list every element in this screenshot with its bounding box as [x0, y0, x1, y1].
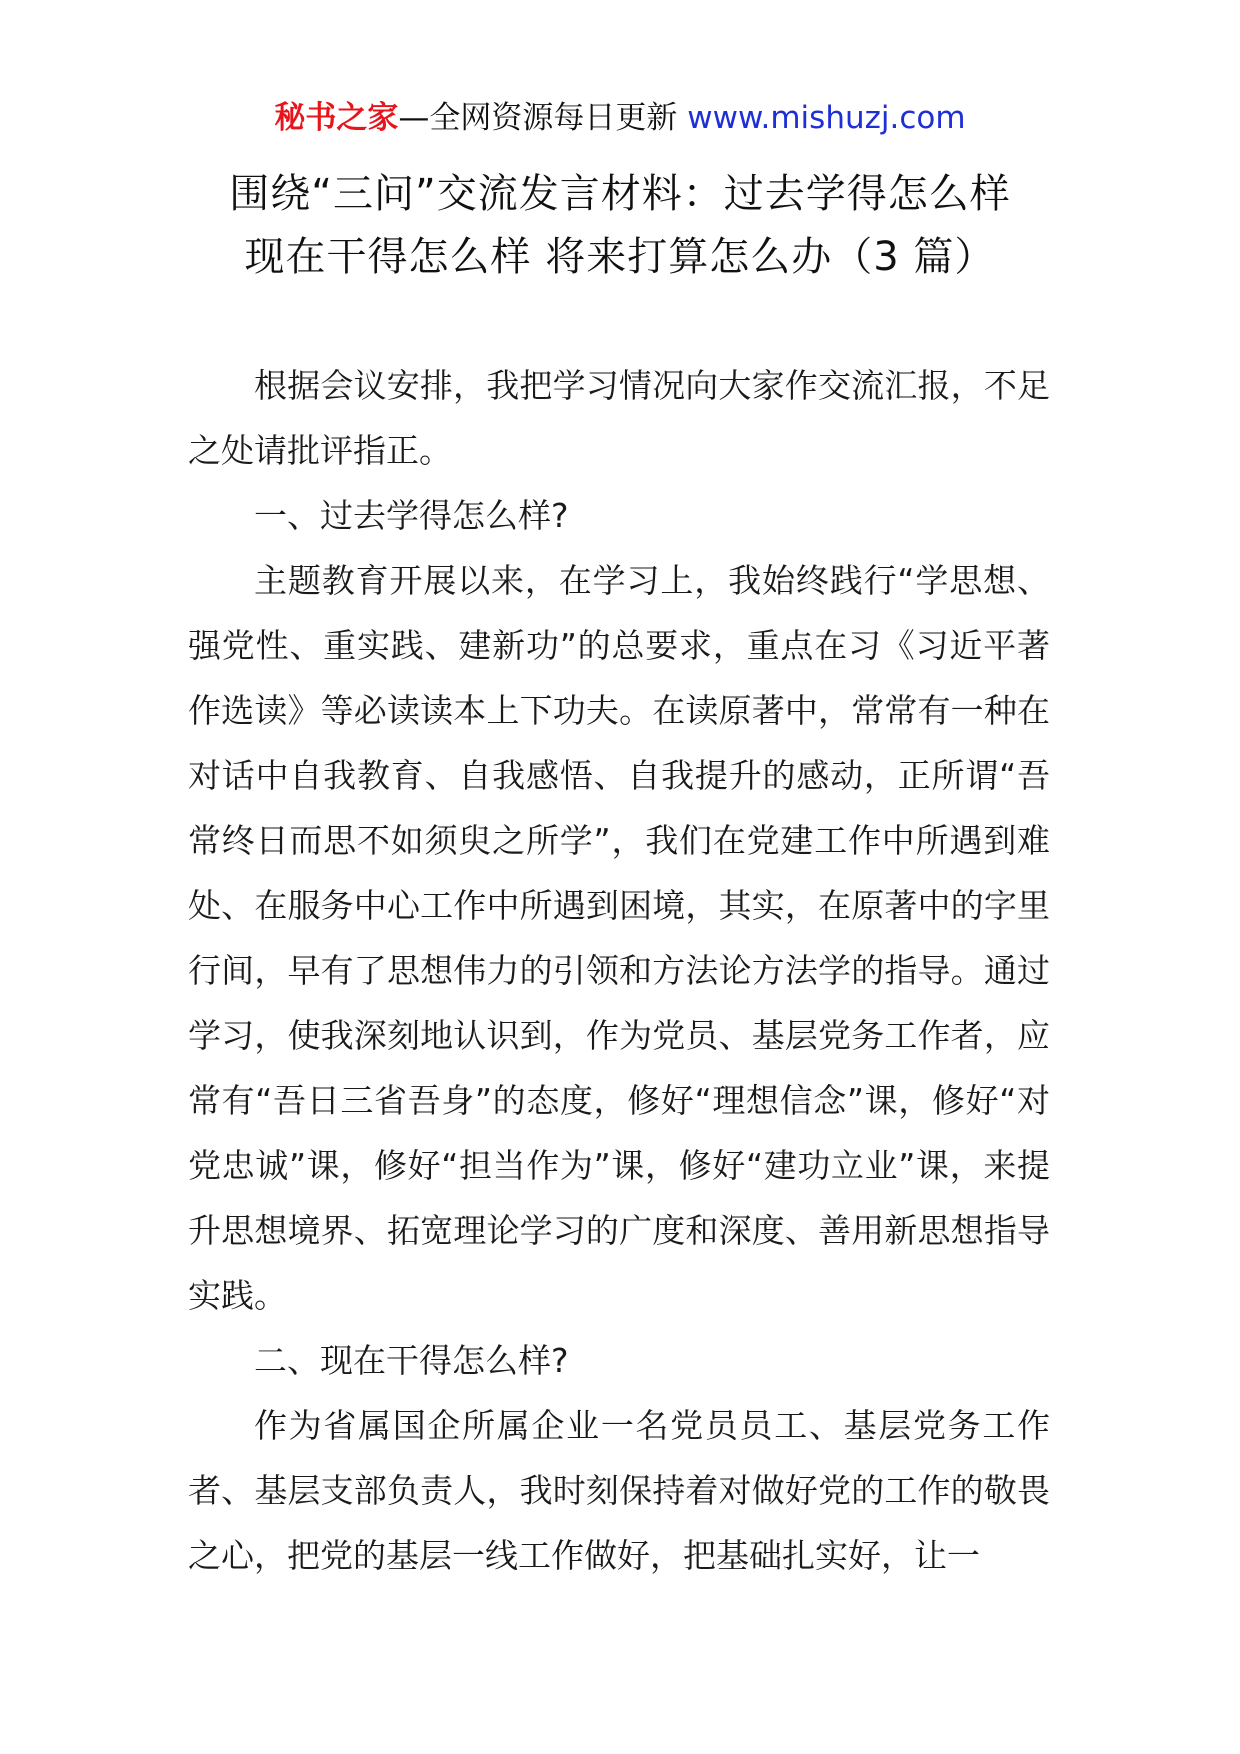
section-heading-2: 二、现在干得怎么样?	[254, 1341, 569, 1380]
paragraph-intro: 根据会议安排，我把学习情况向大家作交流汇报，不足之处请批评指正。	[188, 366, 1050, 470]
title-line-2: 现在干得怎么样 将来打算怎么办（3 篇）	[244, 234, 996, 280]
paragraph-section-2: 作为省属国企所属企业一名党员员工、基层党务工作者、基层支部负责人，我时刻保持着对做好党的工作的敬畏之心，把党的基层一线工作做好，把基础扎实好，让一	[188, 1406, 1050, 1575]
document-body	[188, 353, 1050, 1588]
title-line-1: 围绕“三问”交流发言材料：过去学得怎么样	[229, 171, 1011, 217]
site-tagline: —全网资源每日更新	[398, 100, 678, 136]
site-brand: 秘书之家	[274, 100, 399, 136]
site-header	[0, 98, 1240, 138]
section-heading-1: 一、过去学得怎么样?	[254, 496, 569, 535]
site-url-link[interactable]: www.mishuzj.com	[687, 100, 966, 136]
document-title	[0, 163, 1240, 289]
paragraph-section-1: 主题教育开展以来，在学习上，我始终践行“学思想、强党性、重实践、建新功”的总要求，重点在习《习近平著作选读》等必读读本上下功夫。在读原著中，常常有一种在对话中自我教育、自我感悟、自我提升的感动，正所谓“吾常终日而思不如须臾之所学”，我们在党建工作中所遇到难处、在服务中心工作中所遇到困境，其实，在原著中的字里行间，早有了思想伟力的引领和方法论方法学的指导。通过学习，使我深刻地认识到，作为党员、基层党务工作者，应常有“吾日三省吾身”的态度，修好“理想信念”课，修好“对党忠诚”课，修好“担当作为”课，修好“建功立业”课，来提升思想境界、拓宽理论学习的广度和深度、善用新思想指导实践。	[188, 561, 1050, 1315]
